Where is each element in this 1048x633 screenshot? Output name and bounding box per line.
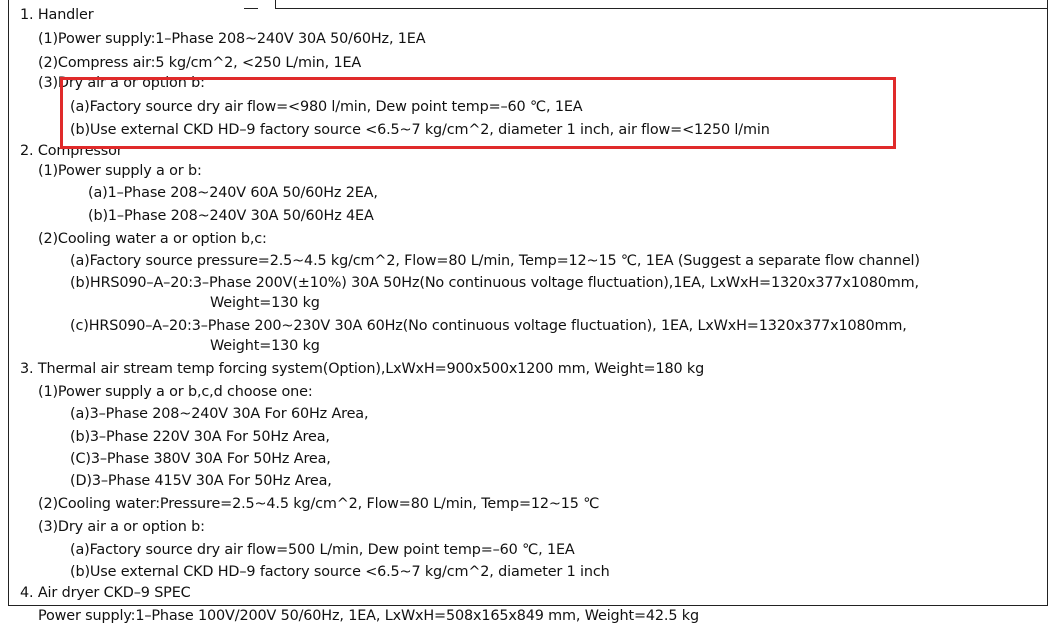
thermal-power-option-a: (a)3–Phase 208~240V 30A For 60Hz Area,	[70, 406, 369, 422]
thermal-power-option-d: (D)3–Phase 415V 30A For 50Hz Area,	[70, 473, 332, 489]
handler-dry-air: (3)Dry air a or option b:	[38, 75, 205, 91]
compressor-power-option-a: (a)1–Phase 208~240V 60A 50/60Hz 2EA,	[88, 185, 378, 201]
compressor-power-supply: (1)Power supply a or b:	[38, 163, 202, 179]
top-rule	[275, 8, 1048, 9]
thermal-dry-air: (3)Dry air a or option b:	[38, 519, 205, 535]
frame-bottom-border	[8, 605, 1048, 606]
air-dryer-power-supply: Power supply:1–Phase 100V/200V 50/60Hz, 1EA, LxWxH=508x165x849 mm, Weight=42.5 kg	[38, 608, 699, 624]
thermal-cooling-water: (2)Cooling water:Pressure=2.5~4.5 kg/cm^2, Flow=80 L/min, Temp=12~15 ℃	[38, 496, 600, 512]
top-tick	[275, 0, 276, 9]
handler-compress-air: (2)Compress air:5 kg/cm^2, <250 L/min, 1EA	[38, 55, 362, 71]
section-compressor-heading: 2. Compressor	[20, 143, 123, 159]
compressor-cooling-option-a: (a)Factory source pressure=2.5~4.5 kg/cm^2, Flow=80 L/min, Temp=12~15 ℃, 1EA (Suggest a separate flow channel)	[70, 253, 920, 269]
compressor-cooling-option-b: (b)HRS090–A–20:3–Phase 200V(±10%) 30A 50Hz(No continuous voltage fluctuation),1EA, LxWxH=1320x377x1080mm,	[70, 275, 919, 291]
thermal-power-option-b: (b)3–Phase 220V 30A For 50Hz Area,	[70, 429, 330, 445]
highlight-box	[60, 77, 896, 149]
thermal-dry-air-option-b: (b)Use external CKD HD–9 factory source <6.5~7 kg/cm^2, diameter 1 inch	[70, 564, 610, 580]
handler-dry-air-option-b: (b)Use external CKD HD–9 factory source <6.5~7 kg/cm^2, diameter 1 inch, air flow=<1250 l/min	[70, 122, 770, 138]
compressor-power-option-b: (b)1–Phase 208~240V 30A 50/60Hz 4EA	[88, 208, 374, 224]
handler-dry-air-option-a: (a)Factory source dry air flow=<980 l/min, Dew point temp=–60 ℃, 1EA	[70, 99, 583, 115]
section-handler-heading: 1. Handler	[20, 7, 94, 23]
compressor-cooling-option-b-weight: Weight=130 kg	[210, 295, 320, 311]
thermal-power-option-c: (C)3–Phase 380V 30A For 50Hz Area,	[70, 451, 331, 467]
thermal-power-supply: (1)Power supply a or b,c,d choose one:	[38, 384, 313, 400]
section-thermal-heading: 3. Thermal air stream temp forcing system(Option),LxWxH=900x500x1200 mm, Weight=180 kg	[20, 361, 705, 377]
thermal-dry-air-option-a: (a)Factory source dry air flow=500 L/min, Dew point temp=–60 ℃, 1EA	[70, 542, 575, 558]
section-air-dryer-heading: 4. Air dryer CKD–9 SPEC	[20, 585, 191, 601]
frame-left-border	[8, 0, 9, 606]
handler-power-supply: (1)Power supply:1–Phase 208~240V 30A 50/60Hz, 1EA	[38, 31, 426, 47]
compressor-cooling-option-c: (c)HRS090–A–20:3–Phase 200~230V 30A 60Hz(No continuous voltage fluctuation), 1EA, LxWxH=1320x377x1080mm,	[70, 318, 907, 334]
compressor-cooling-option-c-weight: Weight=130 kg	[210, 338, 320, 354]
compressor-cooling-water: (2)Cooling water a or option b,c:	[38, 231, 267, 247]
top-stub	[244, 8, 258, 9]
